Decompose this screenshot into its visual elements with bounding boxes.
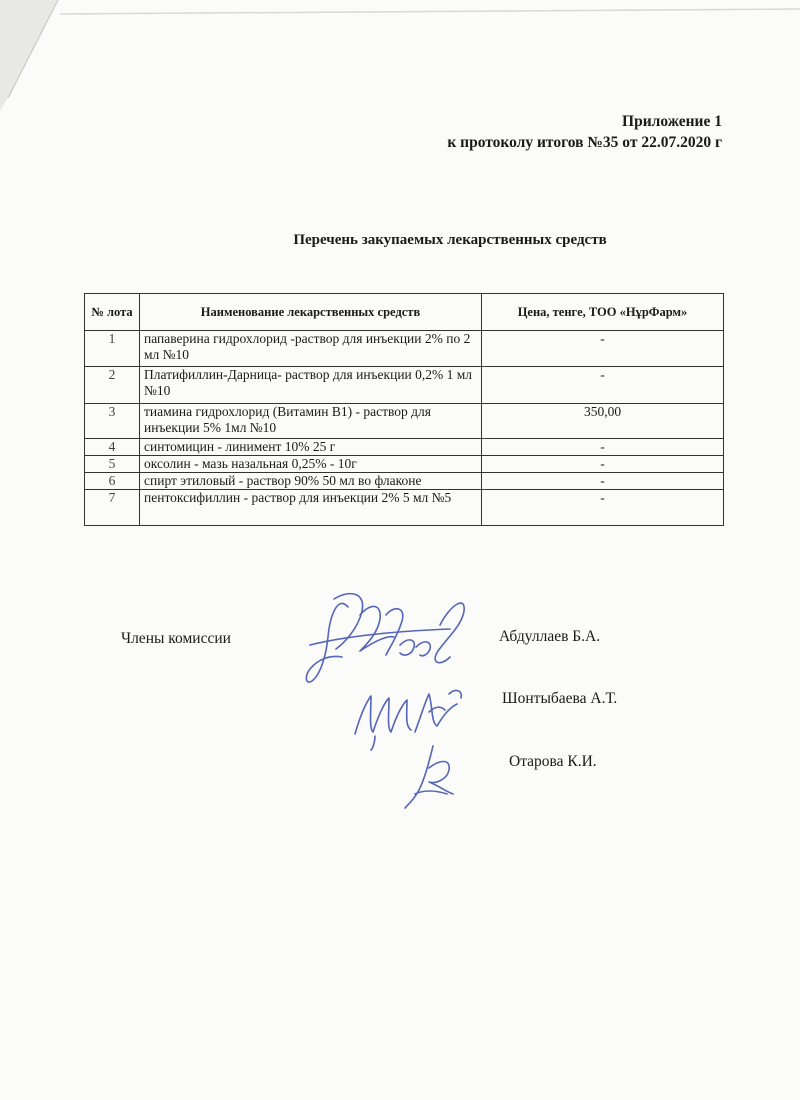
row-lot-no: 6 — [85, 473, 140, 490]
member-name: Шонтыбаева А.Т. — [502, 690, 618, 707]
table-row — [85, 367, 724, 404]
table-row — [85, 404, 724, 439]
appendix-header — [447, 111, 722, 153]
member-name: Абдуллаев Б.А. — [499, 628, 601, 645]
row-name: папаверина гидрохлорид -раствор для инъекции 2% по 2 мл №10 — [140, 331, 482, 367]
row-lot-no: 2 — [85, 367, 140, 404]
header-name: Наименование лекарственных средств — [140, 294, 482, 331]
table-row — [85, 456, 724, 473]
row-price: - — [482, 331, 724, 367]
appendix-line-1: Приложение 1 — [622, 113, 722, 130]
table-header-row — [85, 294, 724, 331]
row-name: синтомицин - линимент 10% 25 г — [140, 439, 482, 456]
row-lot-no: 3 — [85, 404, 140, 439]
row-lot-no: 4 — [85, 439, 140, 456]
document-title: Перечень закупаемых лекарственных средств — [293, 232, 607, 248]
row-price: 350,00 — [482, 404, 724, 439]
row-name: спирт этиловый - раствор 90% 50 мл во флаконе — [140, 473, 482, 490]
row-price: - — [482, 367, 724, 404]
header-price: Цена, тенге, ТОО «НұрФарм» — [482, 294, 724, 331]
commission-label: Члены комиссии — [121, 630, 231, 647]
row-name: тиамина гидрохлорид (Витамин В1) - раствор для инъекции 5% 1мл №10 — [140, 404, 482, 439]
row-lot-no: 5 — [85, 456, 140, 473]
header-lot-no: № лота — [85, 294, 140, 331]
row-name: пентоксифиллин - раствор для инъекции 2% 5 мл №5 — [140, 490, 482, 526]
table-row — [85, 331, 724, 367]
row-lot-no: 7 — [85, 490, 140, 526]
row-lot-no: 1 — [85, 331, 140, 367]
table-row — [85, 439, 724, 456]
table-row — [85, 473, 724, 490]
row-name: оксолин - мазь назальная 0,25% - 10г — [140, 456, 482, 473]
member-name: Отарова К.И. — [509, 753, 597, 770]
row-name: Платифиллин-Дарница- раствор для инъекции 0,2% 1 мл №10 — [140, 367, 482, 404]
row-price: - — [482, 456, 724, 473]
row-price: - — [482, 473, 724, 490]
row-price: - — [482, 490, 724, 526]
signature-3 — [395, 738, 475, 813]
row-price: - — [482, 439, 724, 456]
table-row — [85, 490, 724, 526]
appendix-line-2: к протоколу итогов №35 от 22.07.2020 г — [447, 134, 722, 151]
medicines-table — [84, 293, 724, 526]
